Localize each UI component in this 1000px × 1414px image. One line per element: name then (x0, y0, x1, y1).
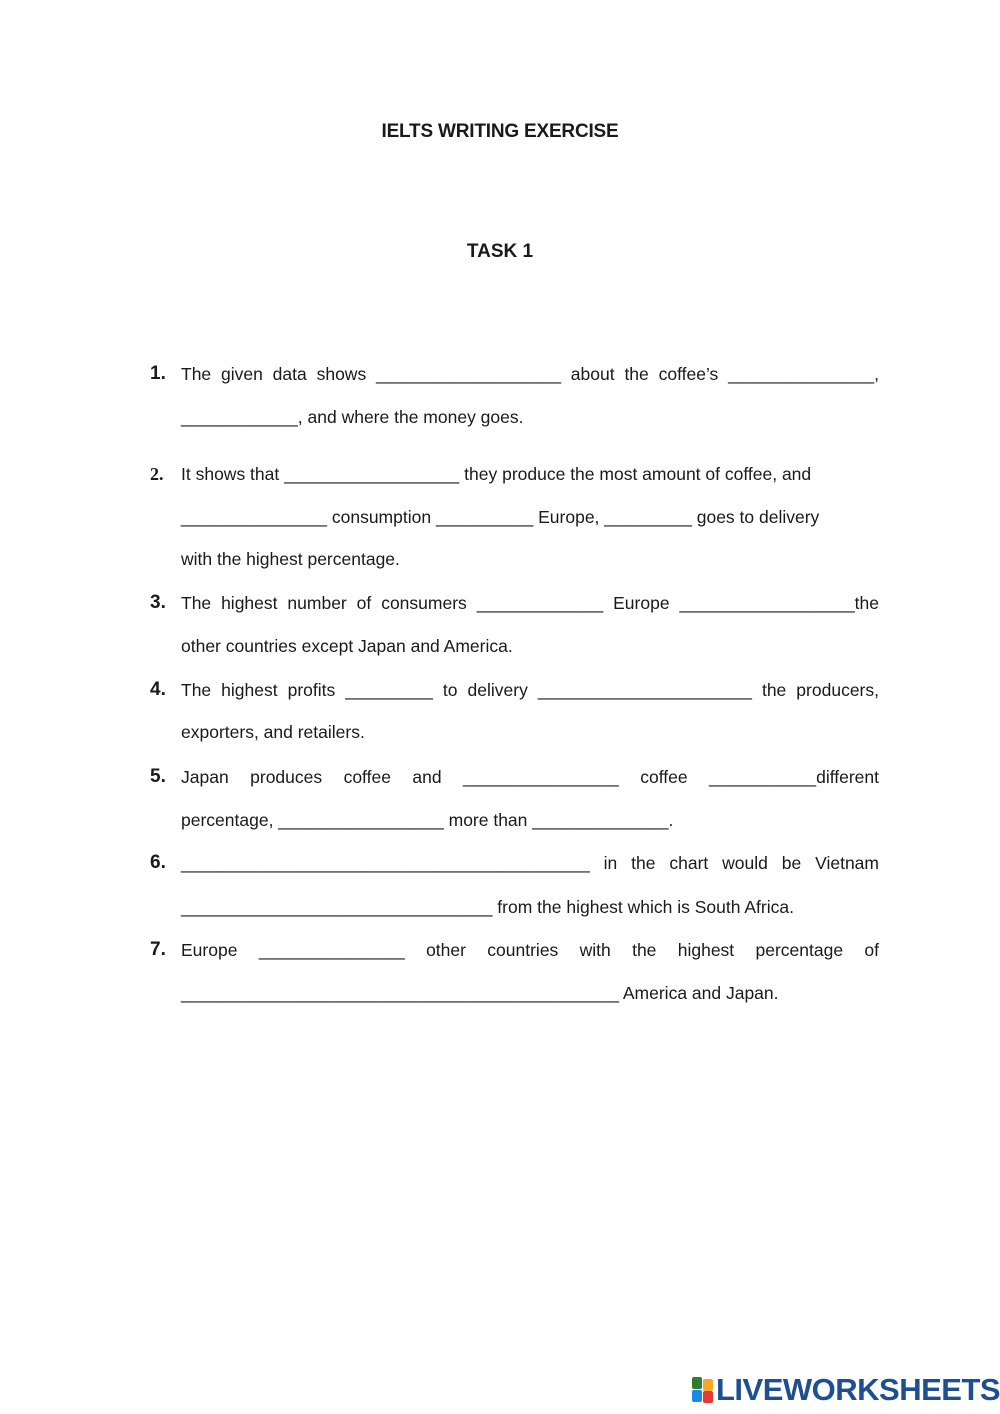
item-number: 2. (150, 464, 164, 484)
item-line: with the highest percentage. (181, 549, 400, 569)
item-line: other countries except Japan and America. (181, 636, 513, 656)
item-line: Japan produces coffee and ________________ coffee ___________different (181, 767, 879, 787)
page-title: IELTS WRITING EXERCISE (381, 121, 619, 142)
item-number: 4. (150, 679, 166, 700)
item-line: _______________ consumption __________ Europe, _________ goes to delivery (181, 507, 820, 527)
item-number: 3. (150, 592, 166, 613)
task-heading: TASK 1 (466, 241, 534, 262)
logo-text: LIVEWORKSHEETS (716, 1372, 1000, 1407)
item-line: _____________________________________________ America and Japan. (181, 983, 779, 1003)
item-line: The given data shows ___________________ about the coffee’s _______________, (181, 364, 879, 384)
item-number: 7. (150, 939, 166, 960)
item-number: 6. (150, 852, 166, 873)
item-line: exporters, and retailers. (181, 722, 365, 742)
item-line: The highest number of consumers _____________ Europe __________________the (181, 593, 879, 613)
item-line: percentage, _________________ more than ______________. (181, 810, 674, 830)
item-line: Europe _______________ other countries with the highest percentage of (181, 940, 879, 960)
liveworksheets-logo-icon (692, 1377, 714, 1403)
item-number: 1. (150, 363, 166, 384)
item-line: The highest profits _________ to delivery ______________________ the producers, (181, 680, 879, 700)
item-line: ____________, and where the money goes. (181, 407, 524, 427)
liveworksheets-logo[interactable] (692, 1374, 1000, 1406)
item-number: 5. (150, 766, 166, 787)
item-line: __________________________________________ in the chart would be Vietnam (181, 853, 879, 873)
item-line: It shows that __________________ they produce the most amount of coffee, and (181, 464, 812, 484)
item-line: ________________________________ from the highest which is South Africa. (181, 897, 794, 917)
